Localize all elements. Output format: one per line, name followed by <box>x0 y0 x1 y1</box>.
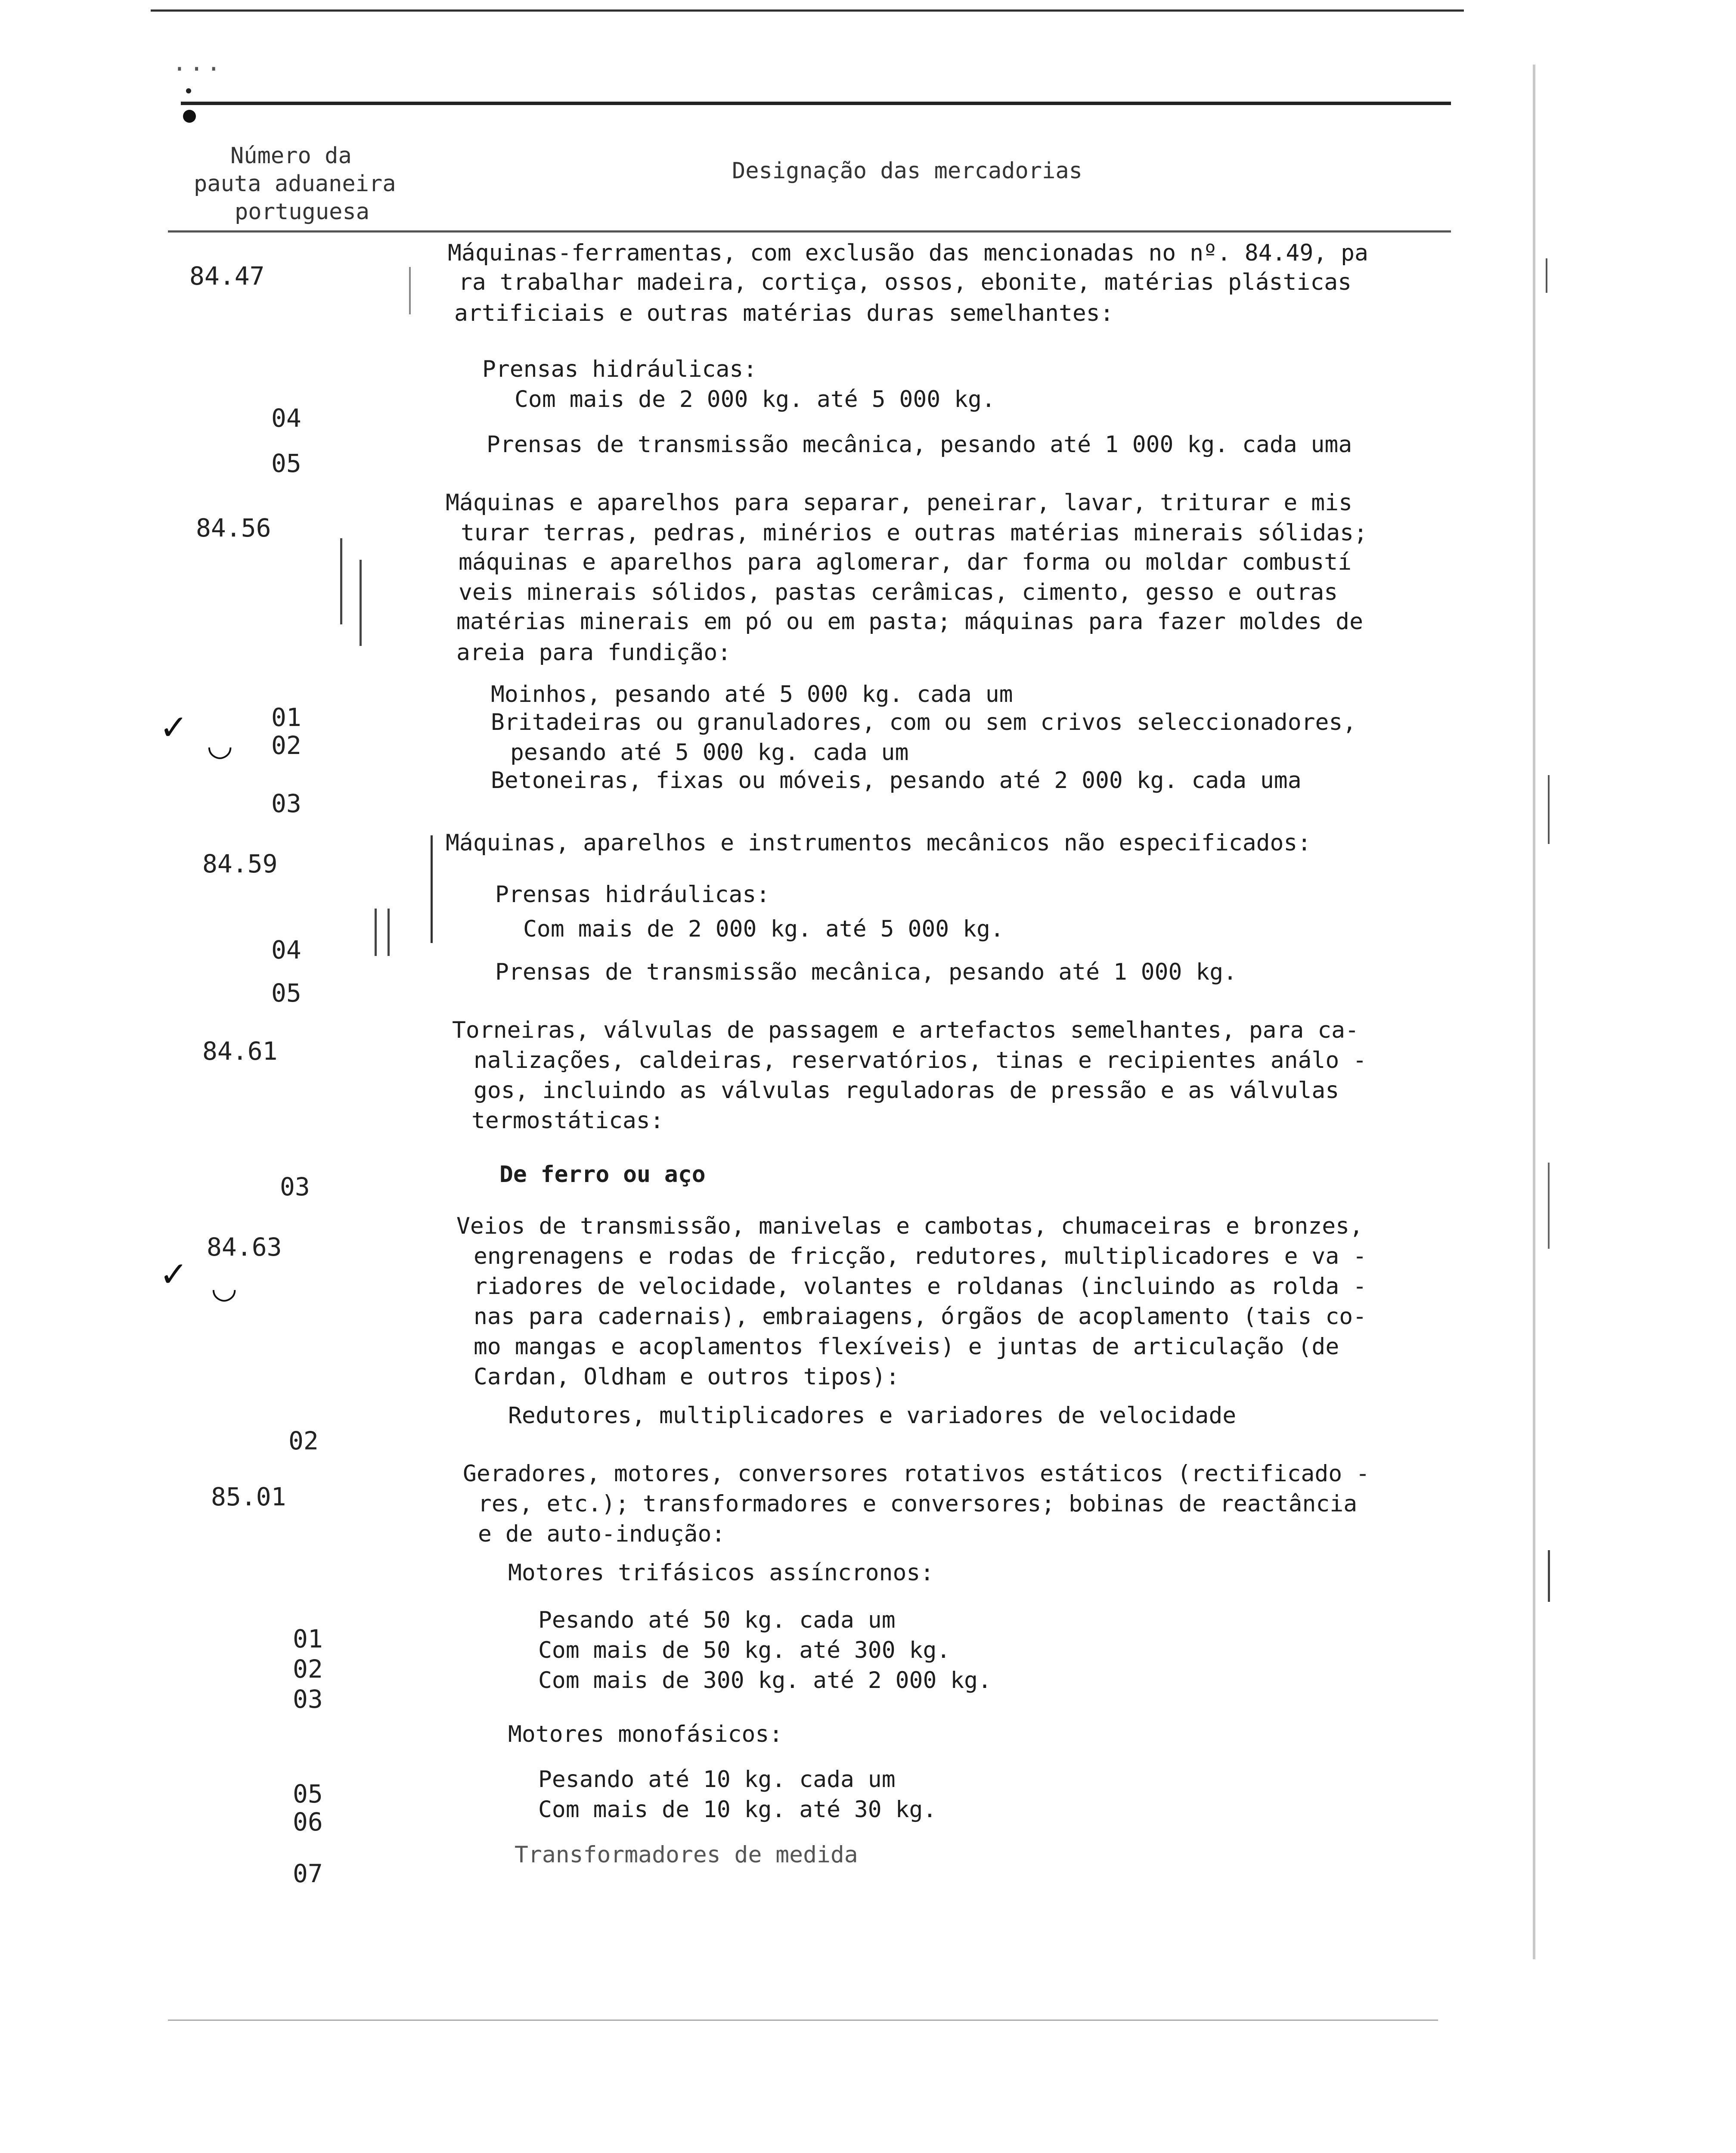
subheading-code: 02 <box>293 1654 323 1684</box>
description-line: mo mangas e acoplamentos flexíveis) e juntas de articulação (de <box>474 1334 1339 1360</box>
item-heading: Prensas hidráulicas: <box>482 356 757 382</box>
description-line: engrenagens e rodas de fricção, redutores, multiplicadores e va - <box>474 1243 1367 1269</box>
description-line: matérias minerais em pó ou em pasta; máquinas para fazer moldes de <box>456 608 1363 635</box>
subheading-code: 01 <box>293 1624 323 1654</box>
subheading-code: 03 <box>293 1685 323 1714</box>
item-heading: Motores trifásicos assíncronos: <box>508 1560 934 1586</box>
description-line: veis minerais sólidos, pastas cerâmicas, cimento, gesso e outras <box>459 579 1338 605</box>
column-mark <box>409 267 411 314</box>
description-line: Máquinas e aparelhos para separar, peneirar, lavar, triturar e mis <box>446 490 1352 516</box>
item-text: Transformadores de medida <box>515 1842 858 1868</box>
column-mark <box>388 909 390 956</box>
check-mark: ✓ <box>159 707 189 748</box>
description-line: nas para cadernais), embraiagens, órgãos de acoplamento (tais co- <box>474 1303 1367 1330</box>
subheading-code: 02 <box>288 1426 319 1455</box>
item-text: Com mais de 50 kg. até 300 kg. <box>538 1637 951 1663</box>
item-text: Betoneiras, fixas ou móveis, pesando até 2 000 kg. cada uma <box>491 767 1302 794</box>
header-bottom-rule <box>168 230 1451 233</box>
subheading-code: 04 <box>271 935 301 965</box>
subheading-code: 05 <box>271 978 301 1008</box>
footer-rule <box>168 2020 1438 2021</box>
scan-artifact <box>1533 65 1535 1959</box>
subheading-code: 05 <box>293 1779 323 1809</box>
tariff-code: 84.47 <box>189 261 265 291</box>
column-mark <box>431 835 433 943</box>
item-text: Prensas de transmissão mecânica, pesando até 1 000 kg. <box>495 959 1237 985</box>
check-mark: ✓ <box>159 1254 189 1294</box>
description-line: Geradores, motores, conversores rotativos estáticos (rectificado - <box>463 1461 1370 1487</box>
subheading-code: 04 <box>271 403 301 433</box>
item-text: Moinhos, pesando até 5 000 kg. cada um <box>491 681 1013 707</box>
header-top-rule <box>181 102 1451 105</box>
description-line: Máquinas, aparelhos e instrumentos mecânicos não especificados: <box>446 830 1311 856</box>
item-text: Com mais de 2 000 kg. até 5 000 kg. <box>523 916 1004 942</box>
top-edge-rule <box>151 9 1464 12</box>
subheading-code: 01 <box>271 703 301 732</box>
header-col1-line1: Número da <box>230 143 352 169</box>
bullet-mark <box>183 110 196 123</box>
header-col1-line3: portuguesa <box>235 199 370 225</box>
description-line: res, etc.); transformadores e conversores; bobinas de reactância <box>478 1491 1358 1517</box>
tariff-code: 85.01 <box>211 1482 286 1511</box>
description-line: termostáticas: <box>471 1108 664 1134</box>
check-mark: ◡ <box>207 727 233 763</box>
column-mark <box>375 909 377 956</box>
column-mark <box>340 538 342 624</box>
scan-artifact <box>1548 1163 1550 1249</box>
description-line: artificiais e outras matérias duras semelhantes: <box>454 300 1114 326</box>
description-line: e de auto-indução: <box>478 1521 725 1547</box>
bullet-mark <box>186 88 191 93</box>
scan-artifact <box>1546 258 1547 293</box>
description-line: máquinas e aparelhos para aglomerar, dar forma ou moldar combustí <box>459 549 1352 575</box>
item-text: Britadeiras ou granuladores, com ou sem crivos seleccionadores, <box>491 709 1357 735</box>
description-line: riadores de velocidade, volantes e roldanas (incluindo as rolda - <box>474 1273 1367 1300</box>
scan-artifact <box>1548 1550 1550 1602</box>
item-heading: Motores monofásicos: <box>508 1721 783 1747</box>
description-line: Cardan, Oldham e outros tipos): <box>474 1364 900 1390</box>
item-text: Prensas de transmissão mecânica, pesando até 1 000 kg. cada uma <box>487 431 1352 458</box>
description-line: Máquinas-ferramentas, com exclusão das mencionadas no nº. 84.49, pa <box>448 240 1368 266</box>
subheading-code: 07 <box>293 1859 323 1888</box>
item-text: Pesando até 50 kg. cada um <box>538 1607 896 1633</box>
description-line: gos, incluindo as válvulas reguladoras de pressão e as válvulas <box>474 1077 1339 1104</box>
header-col2: Designação das mercadorias <box>732 158 1082 184</box>
item-text: Pesando até 10 kg. cada um <box>538 1766 896 1793</box>
tariff-code: 84.63 <box>207 1232 282 1262</box>
subheading-code: 05 <box>271 449 301 478</box>
item-text: Com mais de 10 kg. até 30 kg. <box>538 1796 937 1823</box>
description-line: turar terras, pedras, minérios e outras matérias minerais sólidas; <box>461 520 1367 546</box>
description-line: areia para fundição: <box>456 639 732 666</box>
column-mark <box>360 560 362 646</box>
tariff-code: 84.61 <box>202 1036 278 1066</box>
item-text: Com mais de 300 kg. até 2 000 kg. <box>538 1667 992 1694</box>
scan-artifact <box>1548 775 1550 844</box>
subheading-code: 02 <box>271 731 301 760</box>
description-line: Torneiras, válvulas de passagem e artefactos semelhantes, para ca- <box>452 1017 1359 1043</box>
item-text: Com mais de 2 000 kg. até 5 000 kg. <box>515 386 995 413</box>
check-mark: ◡ <box>211 1270 238 1305</box>
item-heading: Prensas hidráulicas: <box>495 881 770 908</box>
item-text: De ferro ou aço <box>499 1161 706 1188</box>
tariff-code: 84.56 <box>196 513 271 543</box>
description-line: Veios de transmissão, manivelas e cambotas, chumaceiras e bronzes, <box>456 1213 1363 1239</box>
description-line: ra trabalhar madeira, cortiça, ossos, ebonite, matérias plásticas <box>459 269 1352 295</box>
description-line: nalizações, caldeiras, reservatórios, tinas e recipientes análo - <box>474 1047 1367 1073</box>
tariff-code: 84.59 <box>202 849 278 878</box>
header-col1-line2: pauta aduaneira <box>194 171 396 197</box>
document-reference: ... <box>172 49 224 77</box>
subheading-code: 03 <box>271 789 301 818</box>
item-text: Redutores, multiplicadores e variadores de velocidade <box>508 1402 1237 1429</box>
item-text: pesando até 5 000 kg. cada um <box>510 739 909 766</box>
subheading-code: 03 <box>280 1172 310 1201</box>
subheading-code: 06 <box>293 1807 323 1837</box>
